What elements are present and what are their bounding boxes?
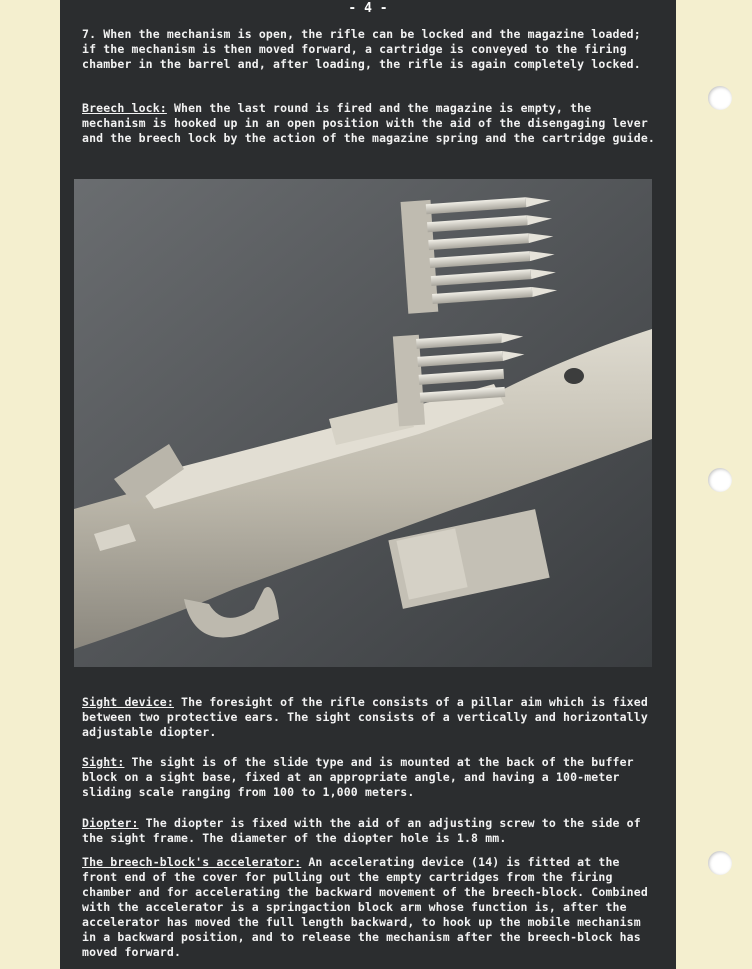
section-heading: Diopter: [82, 816, 139, 830]
section-heading: Breech lock: [82, 101, 167, 115]
punch-hole-icon [708, 468, 732, 492]
paragraph-text: 7. When the mechanism is open, the rifle can be locked and the magazine loaded; if the mechanism is then moved forward, a cartridge is conveyed to the firing chamber in the barrel and, after loading, the rifle is again completely locked. [82, 27, 641, 71]
page-number: - 4 - [348, 1, 388, 16]
punch-hole-icon [708, 851, 732, 875]
paragraph-text: The diopter is fixed with the aid of an adjusting screw to the side of the sight frame. The diameter of the diopter hole is 1.8 mm. [82, 816, 641, 845]
section-heading: Sight device: [82, 695, 174, 709]
paragraph-diopter [82, 816, 662, 846]
paragraph-text: An accelerating device (14) is fitted at the front end of the cover for pulling out the empty cartridges from the firing chamber and for accelerating the backward movement of the breech-block. Combined with the accelerator is a springaction block arm whose function is, after the accelerator has moved the full length backward, to hook up the mobile mechanism in a backward position, and to release the mechanism after the breech-block has moved forward. [82, 855, 648, 959]
paragraph-text: The foresight of the rifle consists of a pillar aim which is fixed between two protective ears. The sight consists of a vertically and horizontally adjustable diopter. [82, 695, 648, 739]
rifle-photo [74, 179, 652, 667]
paragraph-accelerator [82, 855, 662, 960]
section-heading: Sight: [82, 755, 125, 769]
paragraph-breech-lock [82, 101, 662, 146]
scanned-page [60, 0, 676, 969]
punch-hole-icon [708, 86, 732, 110]
paragraph-text: When the last round is fired and the magazine is empty, the mechanism is hooked up in an open position with the aid of the disengaging lever and the breech lock by the action of the magazine spring and the cartridge guide. [82, 101, 655, 145]
paragraph-sight [82, 755, 662, 800]
paragraph-sight-device [82, 695, 662, 740]
section-heading: The breech-block's accelerator: [82, 855, 302, 869]
paragraph-text: The sight is of the slide type and is mounted at the back of the buffer block on a sight base, fixed at an appropriate angle, and having a 100-meter sliding scale ranging from 100 to 1,000 meters. [82, 755, 634, 799]
paragraph-mechanism [82, 27, 662, 72]
